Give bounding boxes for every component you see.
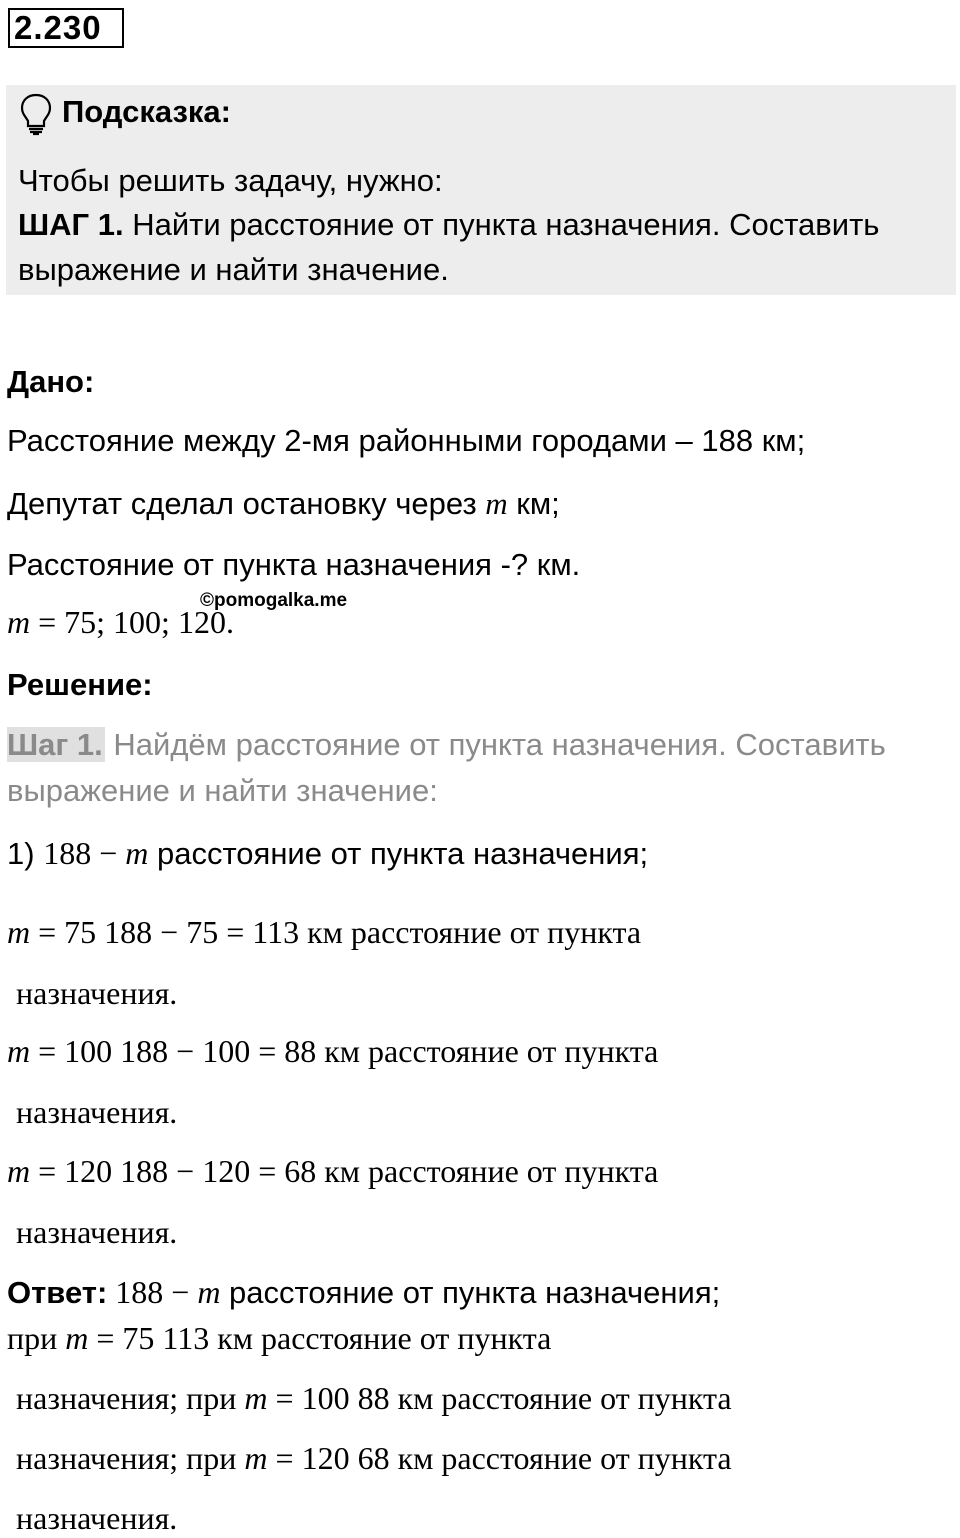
solution-title: Решение: [7,667,153,702]
variable: m [485,486,508,521]
hint-title: Подсказка: [62,94,231,129]
hint-line: выражение и найти значение. [18,252,449,287]
calc-row-cont: назначения. [16,1214,178,1250]
expression-text: расстояние от пункта назначения; [148,836,649,871]
calc-text: = 120 188 − 120 = 68 км расстояние от пункта [30,1153,659,1189]
variable: m [125,835,149,871]
calc-row-cont: назначения. [16,975,178,1011]
answer-label: Ответ: [7,1275,108,1310]
answer-text: = 100 88 км расстояние от пункта [267,1380,732,1416]
hint-step [18,207,879,243]
calc-row-cont: назначения. [16,1094,178,1130]
values: = 75; 100; 120. [30,604,234,640]
given-line [7,486,560,522]
answer-line [7,1320,551,1357]
given-line: Расстояние от пункта назначения -? км. [7,547,581,582]
given-line: Расстояние между 2-мя районными городами – 188 км; [7,423,806,458]
expression-line [7,835,648,872]
calc-text: = 100 188 − 100 = 88 км расстояние от пункта [30,1033,659,1069]
given-text: км; [507,486,560,521]
expression: 188 − [107,1274,198,1310]
answer-line [16,1440,732,1477]
variable: m [244,1380,268,1416]
answer-text: = 75 113 км расстояние от пункта [88,1320,552,1356]
answer-line: назначения. [16,1500,178,1536]
task-number: 2.230 [8,8,124,48]
calc-row [7,1033,658,1070]
watermark: ©pomogalka.me [200,590,348,611]
answer-text: расстояние от пункта назначения; [220,1275,721,1310]
hint-step-label: ШАГ 1. [18,207,124,242]
answer-text: назначения; при [16,1440,245,1476]
lightbulb-icon [18,92,54,136]
expression: 188 − [43,835,126,871]
hint-step-text: Найти расстояние от пункта назначения. Составить [123,207,880,242]
step-label: Шаг 1. [7,727,103,762]
variable: m [7,914,31,950]
variable: m [197,1274,221,1310]
variable: m [65,1320,89,1356]
hint-line: Чтобы решить задачу, нужно: [18,163,443,198]
item-number: 1) [7,836,44,871]
given-title: Дано: [7,364,95,399]
answer-line [16,1380,732,1417]
variable: m [7,1153,31,1189]
answer-line [7,1274,720,1311]
given-text: Депутат сделал остановку через [7,486,486,521]
answer-text: при [7,1320,66,1356]
calc-row [7,1153,658,1190]
calc-text: = 75 188 − 75 = 113 км расстояние от пункта [30,914,642,950]
answer-text: = 120 68 км расстояние от пункта [267,1440,732,1476]
variable: m [244,1440,268,1476]
solution-step [7,727,886,763]
calc-row [7,914,641,951]
step-text: Найдём расстояние от пункта назначения. Составить [104,727,886,762]
variable: m [7,1033,31,1069]
answer-text: назначения; при [16,1380,245,1416]
solution-step: выражение и найти значение: [7,773,438,808]
variable: m [7,604,31,640]
